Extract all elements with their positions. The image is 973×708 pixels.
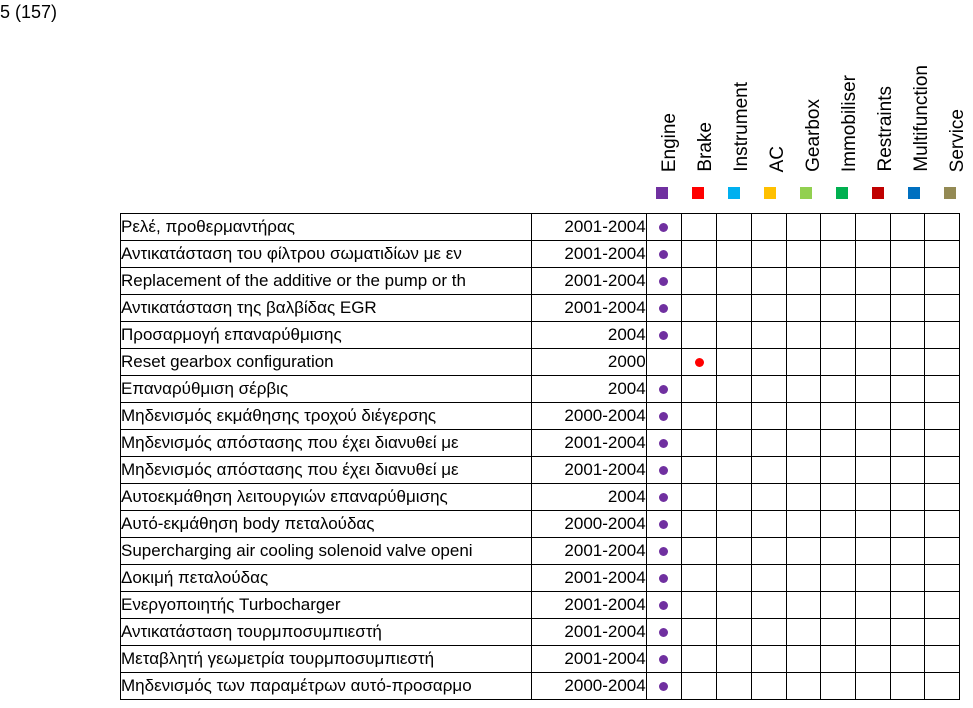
procedure-name: Μηδενισμός απόστασης που έχει διανυθεί με <box>121 430 532 457</box>
mark-cell-multifunction <box>890 268 925 295</box>
applicability-dot <box>659 331 668 340</box>
legend-color-square <box>872 187 884 199</box>
table-row <box>121 484 960 511</box>
year-range: 2000-2004 <box>531 511 646 538</box>
mark-cell-brake <box>681 538 716 565</box>
applicability-dot <box>659 547 668 556</box>
procedure-name: Μηδενισμός απόστασης που έχει διανυθεί με <box>121 457 532 484</box>
mark-cell-engine <box>646 673 681 700</box>
mark-cell-brake <box>681 511 716 538</box>
applicability-dot <box>659 628 668 637</box>
mark-cell-instrument <box>717 484 752 511</box>
mark-cell-service <box>925 241 960 268</box>
mark-cell-multifunction <box>890 646 925 673</box>
year-range: 2001-2004 <box>531 268 646 295</box>
year-range: 2000 <box>531 349 646 376</box>
mark-cell-service <box>925 214 960 241</box>
table-row <box>121 322 960 349</box>
mark-cell-instrument <box>717 214 752 241</box>
mark-cell-instrument <box>717 403 752 430</box>
year-range: 2001-2004 <box>531 619 646 646</box>
column-header-label: Instrument <box>731 82 752 172</box>
mark-cell-immobiliser <box>821 484 856 511</box>
mark-cell-service <box>925 511 960 538</box>
mark-cell-multifunction <box>890 673 925 700</box>
mark-cell-service <box>925 538 960 565</box>
legend-color-square <box>944 187 956 199</box>
procedure-name: Reset gearbox configuration <box>121 349 532 376</box>
mark-cell-engine <box>646 538 681 565</box>
column-header-label: Service <box>947 108 968 172</box>
mark-cell-engine <box>646 484 681 511</box>
mark-cell-immobiliser <box>821 592 856 619</box>
mark-cell-service <box>925 322 960 349</box>
applicability-dot <box>659 466 668 475</box>
mark-cell-restraints <box>855 295 890 322</box>
mark-cell-multifunction <box>890 376 925 403</box>
mark-cell-multifunction <box>890 457 925 484</box>
mark-cell-brake <box>681 673 716 700</box>
mark-cell-ac <box>751 484 786 511</box>
mark-cell-ac <box>751 430 786 457</box>
mark-cell-instrument <box>717 349 752 376</box>
mark-cell-service <box>925 268 960 295</box>
mark-cell-immobiliser <box>821 349 856 376</box>
applicability-dot <box>659 304 668 313</box>
year-range: 2000-2004 <box>531 673 646 700</box>
table-row <box>121 565 960 592</box>
mark-cell-instrument <box>717 268 752 295</box>
mark-cell-instrument <box>717 241 752 268</box>
mark-cell-immobiliser <box>821 565 856 592</box>
mark-cell-ac <box>751 322 786 349</box>
applicability-dot <box>659 574 668 583</box>
applicability-dot <box>659 277 668 286</box>
legend-color-square <box>656 187 668 199</box>
procedure-name: Προσαρμογή επαναρύθμισης <box>121 322 532 349</box>
mark-cell-gearbox <box>786 322 821 349</box>
mark-cell-engine <box>646 619 681 646</box>
mark-cell-instrument <box>717 322 752 349</box>
table-row <box>121 619 960 646</box>
mark-cell-restraints <box>855 538 890 565</box>
year-range: 2001-2004 <box>531 592 646 619</box>
mark-cell-ac <box>751 511 786 538</box>
mark-cell-immobiliser <box>821 376 856 403</box>
mark-cell-restraints <box>855 349 890 376</box>
mark-cell-restraints <box>855 214 890 241</box>
mark-cell-engine <box>646 592 681 619</box>
mark-cell-gearbox <box>786 592 821 619</box>
table-row <box>121 241 960 268</box>
mark-cell-instrument <box>717 592 752 619</box>
mark-cell-brake <box>681 430 716 457</box>
mark-cell-engine <box>646 457 681 484</box>
year-range: 2004 <box>531 484 646 511</box>
mark-cell-multifunction <box>890 511 925 538</box>
mark-cell-gearbox <box>786 565 821 592</box>
mark-cell-gearbox <box>786 403 821 430</box>
procedure-name: Αυτοεκμάθηση λειτουργιών επαναρύθμισης <box>121 484 532 511</box>
mark-cell-brake <box>681 322 716 349</box>
column-header-label: Multifunction <box>911 65 932 172</box>
table-row <box>121 295 960 322</box>
year-range: 2001-2004 <box>531 430 646 457</box>
applicability-dot <box>659 439 668 448</box>
mark-cell-restraints <box>855 646 890 673</box>
mark-cell-ac <box>751 619 786 646</box>
mark-cell-multifunction <box>890 295 925 322</box>
applicability-dot <box>659 250 668 259</box>
table-row <box>121 349 960 376</box>
mark-cell-brake <box>681 349 716 376</box>
legend-color-square <box>836 187 848 199</box>
mark-cell-brake <box>681 214 716 241</box>
mark-cell-service <box>925 457 960 484</box>
mark-cell-restraints <box>855 376 890 403</box>
mark-cell-instrument <box>717 673 752 700</box>
mark-cell-service <box>925 295 960 322</box>
table-row <box>121 511 960 538</box>
table-row <box>121 457 960 484</box>
procedure-name: Επαναρύθμιση σέρβις <box>121 376 532 403</box>
mark-cell-multifunction <box>890 430 925 457</box>
mark-cell-restraints <box>855 484 890 511</box>
mark-cell-multifunction <box>890 349 925 376</box>
mark-cell-immobiliser <box>821 214 856 241</box>
mark-cell-restraints <box>855 511 890 538</box>
mark-cell-immobiliser <box>821 457 856 484</box>
mark-cell-brake <box>681 484 716 511</box>
column-header-brake <box>691 40 721 176</box>
mark-cell-gearbox <box>786 646 821 673</box>
mark-cell-ac <box>751 214 786 241</box>
mark-cell-instrument <box>717 646 752 673</box>
mark-cell-instrument <box>717 295 752 322</box>
mark-cell-brake <box>681 376 716 403</box>
mark-cell-engine <box>646 646 681 673</box>
year-range: 2001-2004 <box>531 241 646 268</box>
mark-cell-service <box>925 592 960 619</box>
mark-cell-engine <box>646 349 681 376</box>
mark-cell-engine <box>646 322 681 349</box>
mark-cell-ac <box>751 673 786 700</box>
mark-cell-engine <box>646 565 681 592</box>
mark-cell-service <box>925 376 960 403</box>
maintenance-table <box>120 213 960 700</box>
procedure-name: Supercharging air cooling solenoid valve openi <box>121 538 532 565</box>
mark-cell-restraints <box>855 592 890 619</box>
mark-cell-gearbox <box>786 538 821 565</box>
mark-cell-immobiliser <box>821 268 856 295</box>
mark-cell-engine <box>646 241 681 268</box>
mark-cell-gearbox <box>786 376 821 403</box>
mark-cell-ac <box>751 268 786 295</box>
column-header-immobiliser <box>835 40 865 176</box>
column-header-label: AC <box>767 145 788 172</box>
mark-cell-gearbox <box>786 268 821 295</box>
applicability-dot <box>659 223 668 232</box>
year-range: 2004 <box>531 376 646 403</box>
mark-cell-ac <box>751 403 786 430</box>
mark-cell-gearbox <box>786 430 821 457</box>
table-row <box>121 376 960 403</box>
mark-cell-multifunction <box>890 484 925 511</box>
mark-cell-gearbox <box>786 484 821 511</box>
mark-cell-brake <box>681 457 716 484</box>
legend-color-square <box>728 187 740 199</box>
mark-cell-instrument <box>717 376 752 403</box>
mark-cell-brake <box>681 403 716 430</box>
mark-cell-ac <box>751 457 786 484</box>
mark-cell-multifunction <box>890 565 925 592</box>
column-header-multifunction <box>907 40 937 176</box>
applicability-dot <box>659 520 668 529</box>
mark-cell-service <box>925 349 960 376</box>
mark-cell-instrument <box>717 511 752 538</box>
procedure-name: Replacement of the additive or the pump or th <box>121 268 532 295</box>
legend-color-square <box>692 187 704 199</box>
procedure-name: Μηδενισμός των παραμέτρων αυτό-προσαρμο <box>121 673 532 700</box>
mark-cell-brake <box>681 268 716 295</box>
mark-cell-restraints <box>855 619 890 646</box>
mark-cell-multifunction <box>890 403 925 430</box>
mark-cell-engine <box>646 511 681 538</box>
column-header-label: Immobiliser <box>839 74 860 172</box>
mark-cell-engine <box>646 214 681 241</box>
mark-cell-multifunction <box>890 241 925 268</box>
table-row <box>121 268 960 295</box>
mark-cell-engine <box>646 295 681 322</box>
mark-cell-service <box>925 673 960 700</box>
mark-cell-service <box>925 403 960 430</box>
table-row <box>121 214 960 241</box>
mark-cell-immobiliser <box>821 619 856 646</box>
applicability-dot <box>659 412 668 421</box>
mark-cell-gearbox <box>786 511 821 538</box>
mark-cell-instrument <box>717 565 752 592</box>
applicability-dot <box>659 682 668 691</box>
year-range: 2004 <box>531 322 646 349</box>
column-header-engine <box>655 40 685 176</box>
legend-color-square <box>800 187 812 199</box>
mark-cell-immobiliser <box>821 673 856 700</box>
mark-cell-multifunction <box>890 538 925 565</box>
applicability-dot <box>695 358 704 367</box>
procedure-name: Αντικατάσταση της βαλβίδας EGR <box>121 295 532 322</box>
applicability-dot <box>659 385 668 394</box>
mark-cell-service <box>925 619 960 646</box>
table-row <box>121 403 960 430</box>
mark-cell-brake <box>681 565 716 592</box>
mark-cell-restraints <box>855 403 890 430</box>
mark-cell-restraints <box>855 673 890 700</box>
legend-color-square <box>764 187 776 199</box>
mark-cell-immobiliser <box>821 646 856 673</box>
table-row <box>121 430 960 457</box>
procedure-name: Ρελέ, προθερμαντήρας <box>121 214 532 241</box>
procedure-name: Αντικατάσταση τουρμποσυμπιεστή <box>121 619 532 646</box>
mark-cell-gearbox <box>786 673 821 700</box>
applicability-dot <box>659 601 668 610</box>
mark-cell-engine <box>646 403 681 430</box>
mark-cell-service <box>925 484 960 511</box>
column-header-label: Gearbox <box>803 99 824 172</box>
table-row <box>121 538 960 565</box>
procedure-name: Μεταβλητή γεωμετρία τουρμποσυμπιεστή <box>121 646 532 673</box>
mark-cell-ac <box>751 349 786 376</box>
procedure-name: Αντικατάσταση του φίλτρου σωματιδίων με εν <box>121 241 532 268</box>
mark-cell-gearbox <box>786 214 821 241</box>
table-row <box>121 673 960 700</box>
column-header-ac <box>763 40 793 176</box>
column-header-service <box>943 40 973 176</box>
page-number: 5 (157) <box>0 2 58 22</box>
mark-cell-multifunction <box>890 619 925 646</box>
year-range: 2001-2004 <box>531 538 646 565</box>
mark-cell-ac <box>751 538 786 565</box>
applicability-dot <box>659 493 668 502</box>
procedure-name: Ενεργοποιητής Turbocharger <box>121 592 532 619</box>
year-range: 2000-2004 <box>531 403 646 430</box>
mark-cell-gearbox <box>786 241 821 268</box>
mark-cell-gearbox <box>786 619 821 646</box>
mark-cell-instrument <box>717 430 752 457</box>
mark-cell-immobiliser <box>821 295 856 322</box>
mark-cell-multifunction <box>890 214 925 241</box>
column-header-restraints <box>871 40 901 176</box>
column-header-label: Restraints <box>875 86 896 172</box>
column-header-gearbox <box>799 40 829 176</box>
year-range: 2001-2004 <box>531 214 646 241</box>
column-header-label: Engine <box>659 112 680 172</box>
mark-cell-engine <box>646 268 681 295</box>
year-range: 2001-2004 <box>531 565 646 592</box>
mark-cell-restraints <box>855 430 890 457</box>
mark-cell-brake <box>681 646 716 673</box>
column-header-instrument <box>727 40 757 176</box>
mark-cell-restraints <box>855 322 890 349</box>
mark-cell-restraints <box>855 457 890 484</box>
applicability-dot <box>659 655 668 664</box>
mark-cell-gearbox <box>786 349 821 376</box>
mark-cell-immobiliser <box>821 241 856 268</box>
mark-cell-ac <box>751 376 786 403</box>
mark-cell-brake <box>681 241 716 268</box>
mark-cell-instrument <box>717 457 752 484</box>
mark-cell-immobiliser <box>821 538 856 565</box>
mark-cell-instrument <box>717 619 752 646</box>
table-row <box>121 646 960 673</box>
mark-cell-service <box>925 565 960 592</box>
mark-cell-immobiliser <box>821 430 856 457</box>
table-row <box>121 592 960 619</box>
procedure-name: Δοκιμή πεταλούδας <box>121 565 532 592</box>
mark-cell-restraints <box>855 241 890 268</box>
procedure-name: Αυτό-εκμάθηση body πεταλούδας <box>121 511 532 538</box>
mark-cell-immobiliser <box>821 322 856 349</box>
year-range: 2001-2004 <box>531 295 646 322</box>
mark-cell-immobiliser <box>821 403 856 430</box>
mark-cell-restraints <box>855 268 890 295</box>
mark-cell-engine <box>646 376 681 403</box>
mark-cell-engine <box>646 430 681 457</box>
mark-cell-restraints <box>855 565 890 592</box>
mark-cell-multifunction <box>890 592 925 619</box>
year-range: 2001-2004 <box>531 646 646 673</box>
mark-cell-immobiliser <box>821 511 856 538</box>
mark-cell-ac <box>751 241 786 268</box>
mark-cell-gearbox <box>786 295 821 322</box>
mark-cell-ac <box>751 592 786 619</box>
mark-cell-multifunction <box>890 322 925 349</box>
mark-cell-service <box>925 430 960 457</box>
mark-cell-instrument <box>717 538 752 565</box>
column-header-label: Brake <box>695 122 716 172</box>
mark-cell-ac <box>751 295 786 322</box>
mark-cell-brake <box>681 619 716 646</box>
mark-cell-service <box>925 646 960 673</box>
mark-cell-gearbox <box>786 457 821 484</box>
mark-cell-ac <box>751 565 786 592</box>
procedure-name: Μηδενισμός εκμάθησης τροχού διέγερσης <box>121 403 532 430</box>
legend-color-square <box>908 187 920 199</box>
mark-cell-ac <box>751 646 786 673</box>
mark-cell-brake <box>681 295 716 322</box>
mark-cell-brake <box>681 592 716 619</box>
year-range: 2001-2004 <box>531 457 646 484</box>
